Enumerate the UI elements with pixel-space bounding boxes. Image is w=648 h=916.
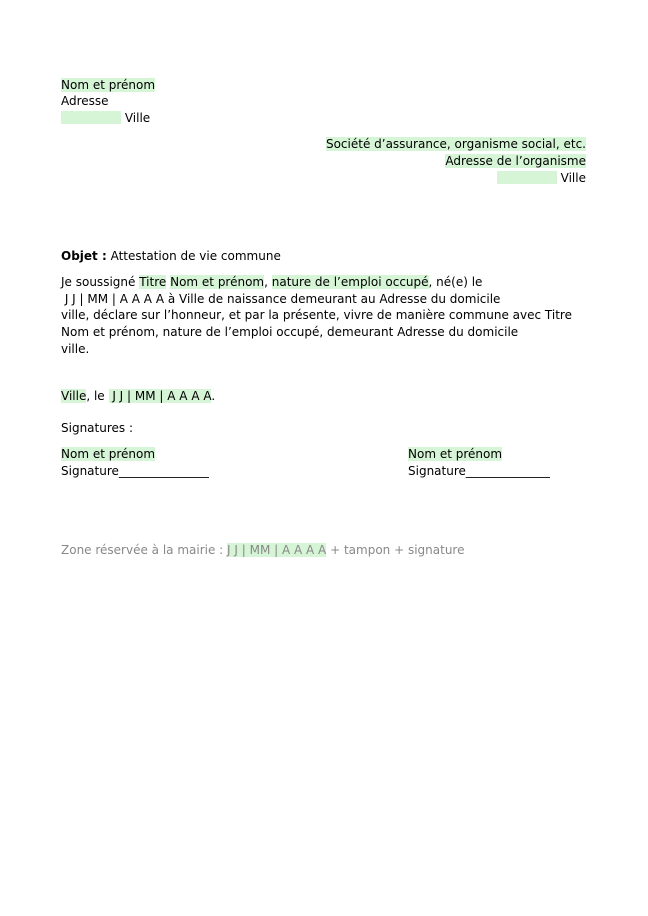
mairie-rest: + tampon + signature: [326, 543, 465, 557]
signatures-label: Signatures :: [61, 421, 133, 435]
mairie-zone-line: [61, 542, 465, 558]
body-line-2: J J | MM | A A A A à Ville de naissance demeurant au Adresse du domicile: [61, 292, 501, 306]
subject-line: [61, 248, 281, 264]
mairie-label: Zone réservée à la mairie :: [61, 543, 228, 557]
sender-name: Nom et prénom: [61, 78, 156, 92]
sender-city-line: [61, 110, 150, 126]
sender-address: Adresse: [61, 94, 109, 108]
recipient-address: Adresse de l’organisme: [445, 154, 586, 168]
sender-city: Ville: [124, 111, 151, 125]
recipient-name: Société d’assurance, organisme social, etc.: [325, 137, 586, 151]
recipient-city-line: [497, 170, 586, 186]
place-city-field: Ville: [61, 389, 87, 403]
sender-postal-code-blank: [61, 111, 121, 124]
body-job-field: nature de l’emploi occupé: [271, 275, 429, 289]
body-line-1: Je soussigné Titre Nom et prénom, nature de l’emploi occupé, né(e) le: [61, 275, 483, 289]
subject-label: Objet :: [61, 249, 107, 263]
body-line-3: ville, déclare sur l’honneur, et par la présente, vivre de manière commune avec Titre: [61, 308, 572, 322]
body-title-field: Titre: [139, 275, 167, 289]
signature-left-line: Signature_______________: [61, 464, 209, 478]
body-birthdate-field: J J | MM | A A A A: [61, 292, 165, 306]
recipient-postal-code-blank: [497, 171, 557, 184]
place-date-field: J J | MM | A A A A: [108, 389, 212, 403]
body-line-5: ville.: [61, 342, 90, 356]
recipient-city: Ville: [560, 171, 586, 185]
place-date-line: Ville, le J J | MM | A A A A.: [61, 389, 216, 403]
signature-right-name: Nom et prénom: [408, 447, 503, 461]
signature-right-line: Signature______________: [408, 464, 550, 478]
mairie-date-field: J J | MM | A A A A: [227, 543, 327, 557]
body-name-field: Nom et prénom: [170, 275, 265, 289]
signature-left-name: Nom et prénom: [61, 447, 156, 461]
body-line-4: Nom et prénom, nature de l’emploi occupé, demeurant Adresse du domicile: [61, 325, 519, 339]
subject-text: Attestation de vie commune: [106, 249, 281, 263]
